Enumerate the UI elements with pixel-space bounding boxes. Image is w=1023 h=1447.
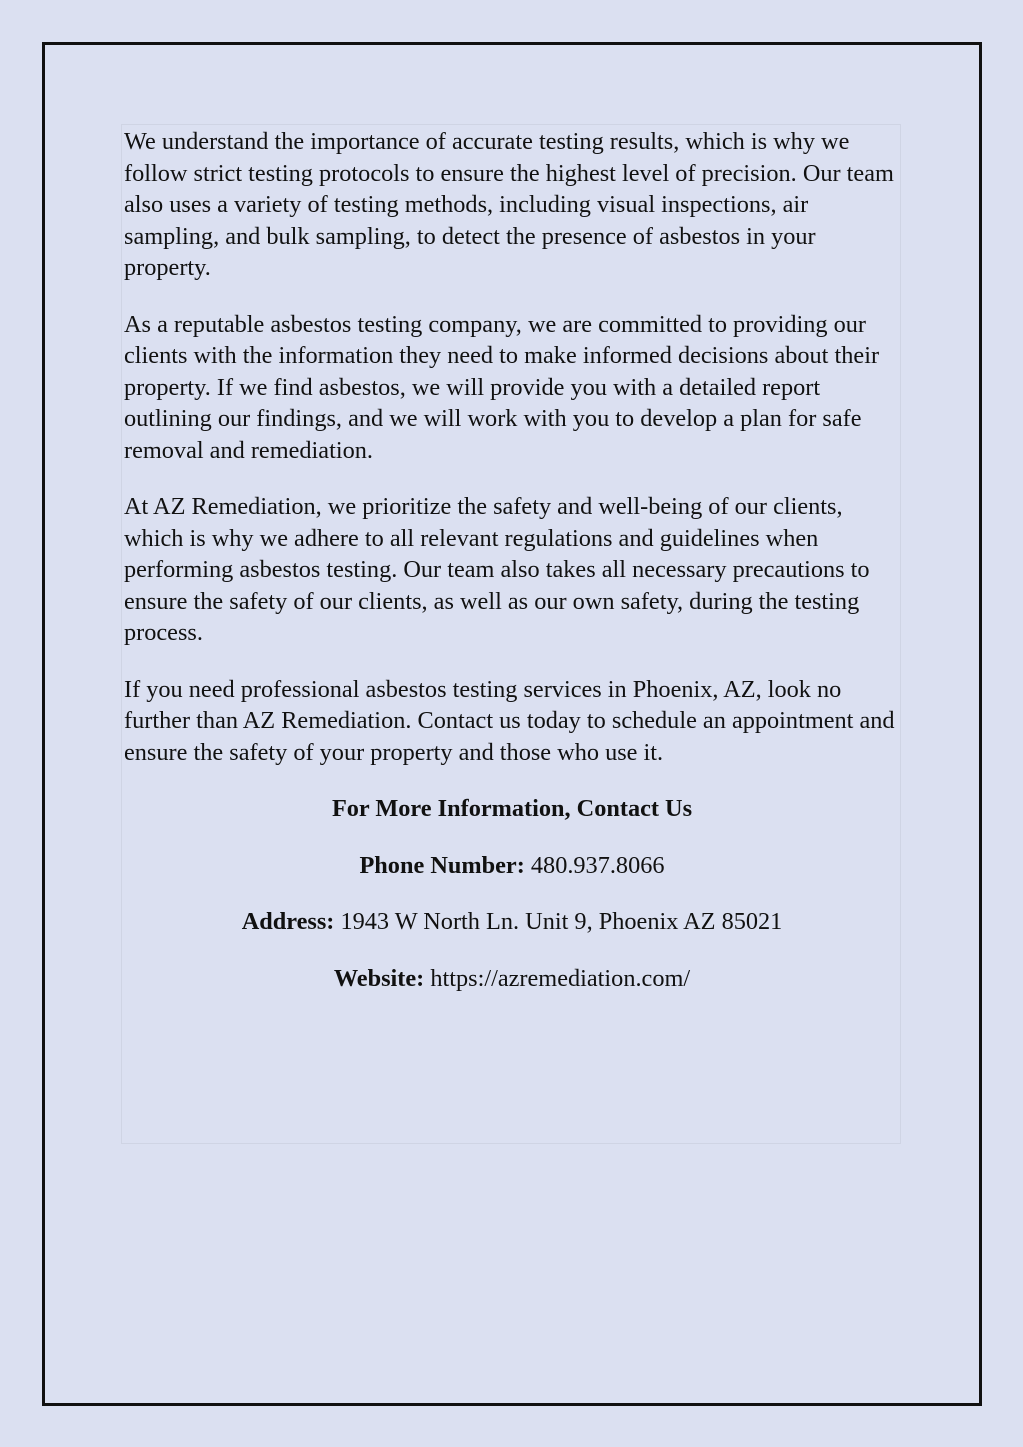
address-value: 1943 W North Ln. Unit 9, Phoenix AZ 85021 bbox=[340, 908, 783, 935]
paragraph-call-to-action: If you need professional asbestos testing services in Phoenix, AZ, look no further than AZ Remediation. Contact us today to schedule an appointment and ensure the safety of your property and those who use it. bbox=[124, 675, 895, 766]
contact-address bbox=[124, 906, 900, 938]
paragraph-reputable-company: As a reputable asbestos testing company, we are committed to providing our clients with the information they need to make informed decisions about their property. If we find asbestos, we will provide you with a detailed report outlining our findings, and we will work with you to develop a plan for safe removal and remediation. bbox=[124, 310, 880, 464]
document-body bbox=[124, 126, 900, 1019]
contact-heading: For More Information, Contact Us bbox=[331, 795, 693, 822]
website-link[interactable]: https://azremediation.com/ bbox=[430, 964, 691, 992]
contact-phone bbox=[124, 850, 900, 882]
phone-label: Phone Number: bbox=[359, 851, 525, 879]
paragraph-safety-priority: At AZ Remediation, we prioritize the safety and well-being of our clients, which is why we adhere to all relevant regulations and guidelines when performing asbestos testing. Our team also takes all necessary precautions to ensure the safety of our clients, as well as our own safety, during the testing process. bbox=[124, 493, 870, 646]
contact-website bbox=[124, 963, 900, 995]
address-label: Address: bbox=[241, 908, 335, 935]
website-label: Website: bbox=[333, 964, 425, 992]
phone-value[interactable]: 480.937.8066 bbox=[530, 851, 665, 879]
paragraph-testing-results: We understand the importance of accurate testing results, which is why we follow strict testing protocols to ensure the highest level of precision. Our team also uses a variety of testing methods, including visual inspections, air sampling, and bulk sampling, to detect the presence of asbestos in your property. bbox=[124, 128, 894, 281]
